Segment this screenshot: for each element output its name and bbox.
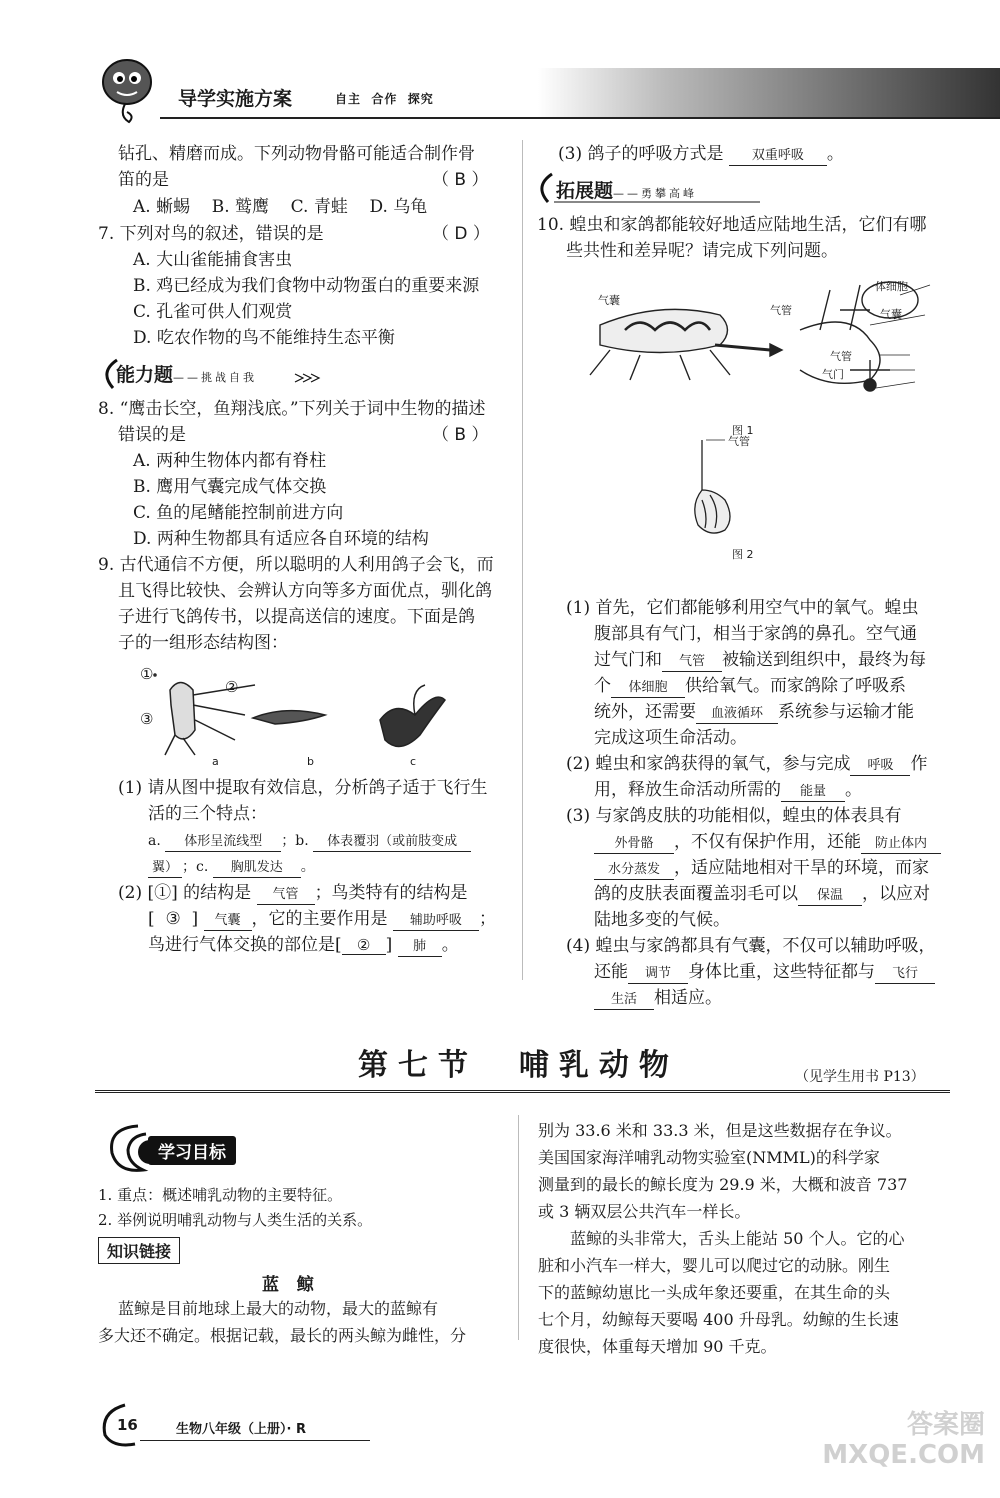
q10-s1-line1: (1) 首先，它们都能够利用空气中的氧气。蝗虫 xyxy=(566,598,919,618)
q9-stem-line3: 子进行飞鸽传书，以提高送信的速度。下面是鸽 xyxy=(118,607,475,627)
q9-sub2-bracket: [ ③ ] xyxy=(148,909,199,929)
fig1-label-spiracle: 气门 xyxy=(822,368,844,381)
q9-sub1-line1: (1) 请从图中提取有效信息，分析鸽子适于飞行生 xyxy=(118,778,488,798)
q8-answer: （ B ） xyxy=(432,425,489,445)
q10-s3-line4 xyxy=(594,881,930,907)
q8-option-c: C. 鱼的尾鳍能控制前进方向 xyxy=(133,503,344,523)
q9-sub2-line2 xyxy=(148,906,496,932)
fig2-caption: 图 2 xyxy=(732,548,754,561)
fig1-label-trachea-low: 气管 xyxy=(830,350,852,363)
q9-a-answer: 体形呈流线型 xyxy=(165,833,281,852)
extension-section-title xyxy=(556,176,697,203)
ability-section-subtitle: ——挑战自我 xyxy=(173,371,258,384)
q9-b-label: ；b. xyxy=(281,833,309,849)
q10-s3-line2 xyxy=(594,829,941,855)
q8-stem-line1: 8. “鹰击长空，鱼翔浅底。”下列关于词中生物的描述 xyxy=(98,399,486,419)
q10-s1-line2: 腹部具有气门，相当于家鸽的鼻孔。空气通 xyxy=(594,624,917,644)
q9-b-answer: 体表覆羽（或前肢变成 xyxy=(313,833,471,852)
q9-a-label: a. xyxy=(148,833,161,849)
fig1-label-airsac-left: 气囊 xyxy=(598,294,620,307)
q9-sub1-line4 xyxy=(148,854,315,880)
locust-respiration-figure xyxy=(570,270,950,440)
q10-s1-line6: 完成这项生命活动。 xyxy=(594,728,747,748)
q6-options: A. 蜥蜴 B. 鹫鹰 C. 青蛙 D. 乌龟 xyxy=(133,197,428,217)
q10-s2-l2-post: 。 xyxy=(845,780,862,800)
q10-s3-ans-evaporation: 水分蒸发 xyxy=(594,861,674,880)
q10-s4-l2-mid: 身体比重，这些特征都与 xyxy=(688,962,875,982)
q9-sub2-line1 xyxy=(118,880,468,906)
q9-sub2-last-mid: ] xyxy=(385,935,393,955)
article-left-line2: 多大还不确定。根据记载，最长的两头鲸为雌性，分 xyxy=(98,1326,467,1345)
q9-sub3-pre: (3) 鸽子的呼吸方式是 xyxy=(558,144,724,164)
q9-sub1-abc xyxy=(148,828,471,854)
mark-1: ① xyxy=(140,665,154,683)
watermark: 答案圈 MXQE.COM xyxy=(822,1410,985,1470)
q9-sub3-end: 。 xyxy=(826,144,844,164)
q10-stem-line2: 些共性和差异呢？请完成下列问题。 xyxy=(566,241,838,261)
column-divider xyxy=(522,140,523,980)
q10-s4-l3-post: 相适应。 xyxy=(654,988,722,1008)
q10-s2-l2-pre: 用，释放生命活动所需的 xyxy=(594,780,781,800)
q8-option-d: D. 两种生物都具有适应各自环境的结构 xyxy=(133,529,429,549)
q10-s1-l3-post: 被输送到组织中，最终为每 xyxy=(722,650,926,670)
q10-s3-ans-exoskeleton: 外骨骼 xyxy=(594,835,674,854)
q10-s3-line1: (3) 与家鸽皮肤的功能相似，蝗虫的体表具有 xyxy=(566,806,902,826)
q9-sub2-last-pre: 鸟进行气体交换的部位是[ xyxy=(148,935,342,955)
goal-2: 2. 举例说明哺乳动物与人类生活的关系。 xyxy=(98,1211,373,1229)
q9-sub2-pre: (2) [①] 的结构是 xyxy=(118,883,252,903)
goals-badge xyxy=(148,1136,236,1165)
mark-3: ③ xyxy=(140,710,154,728)
article-title: 蓝 鲸 xyxy=(262,1275,314,1295)
q10-s4-ans-regulate: 调节 xyxy=(628,965,688,984)
footer-rule xyxy=(140,1440,370,1441)
q9-c-answer: 胸肌发达 xyxy=(213,859,301,878)
mark-2: ② xyxy=(225,678,239,696)
article-right-line4: 或 3 辆双层公共汽车一样长。 xyxy=(538,1202,751,1221)
q10-s1-line3 xyxy=(594,647,926,673)
header-tags: 自主 合作 探究 xyxy=(335,92,434,106)
header-bar xyxy=(0,60,1000,130)
extension-section-label: 拓展题 xyxy=(556,180,614,202)
q9-sub3 xyxy=(558,141,844,167)
q9-sub2-answer4: ② xyxy=(342,936,386,955)
article-right-line3: 测量到的最长的鲸长度为 29.9 米，大概和波音 737 xyxy=(538,1175,908,1194)
article-right-line5: 蓝鲸的头非常大，舌头上能站 50 个人。它的心 xyxy=(570,1229,905,1248)
q10-s3-l4-post: ，以应对 xyxy=(862,884,930,904)
mascot-icon xyxy=(95,50,165,125)
article-right-line7: 下的蓝鲸幼崽比一头成年象还要重，在其生命的头 xyxy=(538,1283,891,1302)
q9-stem-line1: 9. 古代通信不方便，所以聪明的人利用鸽子会飞，而 xyxy=(98,555,494,575)
q8-stem-line2: 错误的是 xyxy=(118,425,186,445)
pigeon-figure xyxy=(135,660,465,770)
q10-s3-ans-prevent: 防止体内 xyxy=(861,835,941,854)
q10-s2-l1-pre: (2) 蝗虫和家鸽获得的氧气，参与完成 xyxy=(566,754,851,774)
q9-sub2-mid: ；鸟类特有的结构是 xyxy=(314,883,468,903)
fig1-label-trachea-top: 气管 xyxy=(770,304,792,317)
q9-sub2-answer2: 气囊 xyxy=(204,912,252,931)
q9-c-label: ；c. xyxy=(182,859,209,875)
q10-s1-l4-pre: 个 xyxy=(594,676,611,696)
q10-s3-ans-warm: 保温 xyxy=(798,887,862,906)
q9-stem-line2: 且飞得比较快、会辨认方向等多方面优点，驯化鸽 xyxy=(118,581,492,601)
q9-sub2-semicolon: ； xyxy=(478,909,496,929)
q10-s1-line5 xyxy=(594,699,914,725)
q10-s2-line1 xyxy=(566,751,927,777)
header-title: 导学实施方案 xyxy=(178,88,293,110)
q10-s3-l4-pre: 鸽的皮肤表面覆盖羽毛可以 xyxy=(594,884,798,904)
q7-option-d: D. 吃农作物的鸟不能维持生态平衡 xyxy=(133,328,395,348)
q10-s4-line3 xyxy=(594,985,722,1011)
section7-title: 第七节 哺乳动物 xyxy=(358,1048,679,1083)
fig9-label-a: a xyxy=(212,755,219,768)
q9-b-answer-cont: 翼） xyxy=(148,859,182,878)
q6-answer: （ B ） xyxy=(432,170,489,190)
q6-tail-line2: 笛的是 xyxy=(118,170,169,190)
q9-sub2-end: 。 xyxy=(441,935,459,955)
q9-sub1-end: 。 xyxy=(300,859,315,875)
q9-stem-line4: 子的一组形态结构图： xyxy=(118,633,288,653)
q9-sub2-answer3: 辅助呼吸 xyxy=(393,912,479,931)
q10-s1-ans-cell: 体细胞 xyxy=(611,679,685,698)
q10-s3-line5: 陆地多变的气候。 xyxy=(594,910,730,930)
q7-option-c: C. 孔雀可供人们观赏 xyxy=(133,302,293,322)
q10-s1-ans-circulation: 血液循环 xyxy=(696,705,778,724)
q6-tail-line1: 钻孔、精磨而成。下列动物骨骼可能适合制作骨 xyxy=(118,144,475,164)
ability-section-label: 能力题 xyxy=(116,364,174,386)
q10-s3-line3 xyxy=(594,855,929,881)
q10-s4-line1: (4) 蝗虫与家鸽都具有气囊，不仅可以辅助呼吸， xyxy=(566,936,936,956)
fig2-label-trachea: 气管 xyxy=(728,435,750,448)
article-right-line8: 七个月，幼鲸每天要喝 400 升母乳。幼鲸的生长速 xyxy=(538,1310,899,1329)
q10-s1-l3-pre: 过气门和 xyxy=(594,650,662,670)
section7-ref: （见学生用书 P13） xyxy=(795,1069,925,1085)
article-right-line6: 脏和小汽车一样大，婴儿可以爬过它的动脉。刚生 xyxy=(538,1256,891,1275)
q10-s2-l1-post: 作 xyxy=(910,754,928,774)
page-number: 16 xyxy=(117,1416,138,1434)
q8-option-a: A. 两种生物体内都有脊柱 xyxy=(133,451,327,471)
section7-divider xyxy=(518,1115,519,1340)
q10-s1-l4-post: 供给氧气。而家鸽除了呼吸系 xyxy=(685,676,906,696)
q7-option-a: A. 大山雀能捕食害虫 xyxy=(133,250,293,270)
q10-s4-l2-pre: 还能 xyxy=(594,962,628,982)
q9-sub2-line3 xyxy=(148,932,459,958)
article-left-line1: 蓝鲸是目前地球上最大的动物，最大的蓝鲸有 xyxy=(118,1299,439,1318)
link-title: 知识链接 xyxy=(107,1242,172,1261)
q10-s3-l3-post: ，适应陆地相对干旱的环境，而家 xyxy=(674,858,929,878)
q10-s2-line2 xyxy=(594,777,862,803)
ability-section-title xyxy=(116,360,257,387)
extension-section-subtitle: ——勇攀高峰 xyxy=(613,187,698,200)
q9-sub2-mid2: ，它的主要作用是 xyxy=(251,909,388,929)
fig1-label-body-cell: 体细胞 xyxy=(875,280,908,293)
article-right-line9: 度很快，体重每天增加 90 千克。 xyxy=(538,1337,777,1356)
q10-s4-line2 xyxy=(594,959,935,985)
link-badge xyxy=(98,1237,180,1264)
q9-sub2-answer5: 肺 xyxy=(398,938,442,957)
article-right-line2: 美国国家海洋哺乳动物实验室(NMML)的科学家 xyxy=(538,1148,880,1167)
q10-s1-l5-post: 系统参与运输才能 xyxy=(778,702,914,722)
pigeon-lung-figure xyxy=(680,430,800,560)
q7-stem: 7. 下列对鸟的叙述，错误的是 xyxy=(98,224,324,244)
q10-s1-ans-trachea: 气管 xyxy=(662,653,722,672)
q10-s4-ans-flight: 飞行 xyxy=(875,965,935,984)
section7-rule xyxy=(95,1090,950,1093)
q9-sub3-answer: 双重呼吸 xyxy=(729,147,827,166)
goal-1: 1. 重点：概述哺乳动物的主要特征。 xyxy=(98,1186,343,1204)
q10-s2-ans-energy: 能量 xyxy=(781,783,845,802)
q10-s3-l2-mid: ，不仅有保护作用，还能 xyxy=(674,832,861,852)
article-right-line1: 别为 33.6 米和 33.3 米，但是这些数据存在争议。 xyxy=(538,1121,902,1140)
q10-s1-l5-pre: 统外，还需要 xyxy=(594,702,696,722)
q10-s1-line4 xyxy=(594,673,906,699)
q8-option-b: B. 鹰用气囊完成气体交换 xyxy=(133,477,327,497)
fig1-label-airsac-right: 气囊 xyxy=(880,308,902,321)
book-title: 生物八年级（上册）· R xyxy=(176,1422,306,1437)
q7-option-b: B. 鸡已经成为我们食物中动物蛋白的重要来源 xyxy=(133,276,480,296)
q10-s4-ans-life: 生活 xyxy=(594,991,654,1010)
q10-s2-ans-respiration: 呼吸 xyxy=(850,757,910,776)
fig1-caption: 图 1 xyxy=(732,424,754,437)
fig9-label-c: c xyxy=(410,755,417,768)
q7-answer: （ D ） xyxy=(432,224,490,244)
q10-stem-line1: 10. 蝗虫和家鸽都能较好地适应陆地生活，它们有哪 xyxy=(537,215,927,235)
goals-title: 学习目标 xyxy=(158,1143,226,1163)
q9-sub2-answer1: 气管 xyxy=(257,886,315,905)
fig9-label-b: b xyxy=(307,755,314,768)
q9-sub1-line2: 活的三个特点： xyxy=(148,804,267,824)
